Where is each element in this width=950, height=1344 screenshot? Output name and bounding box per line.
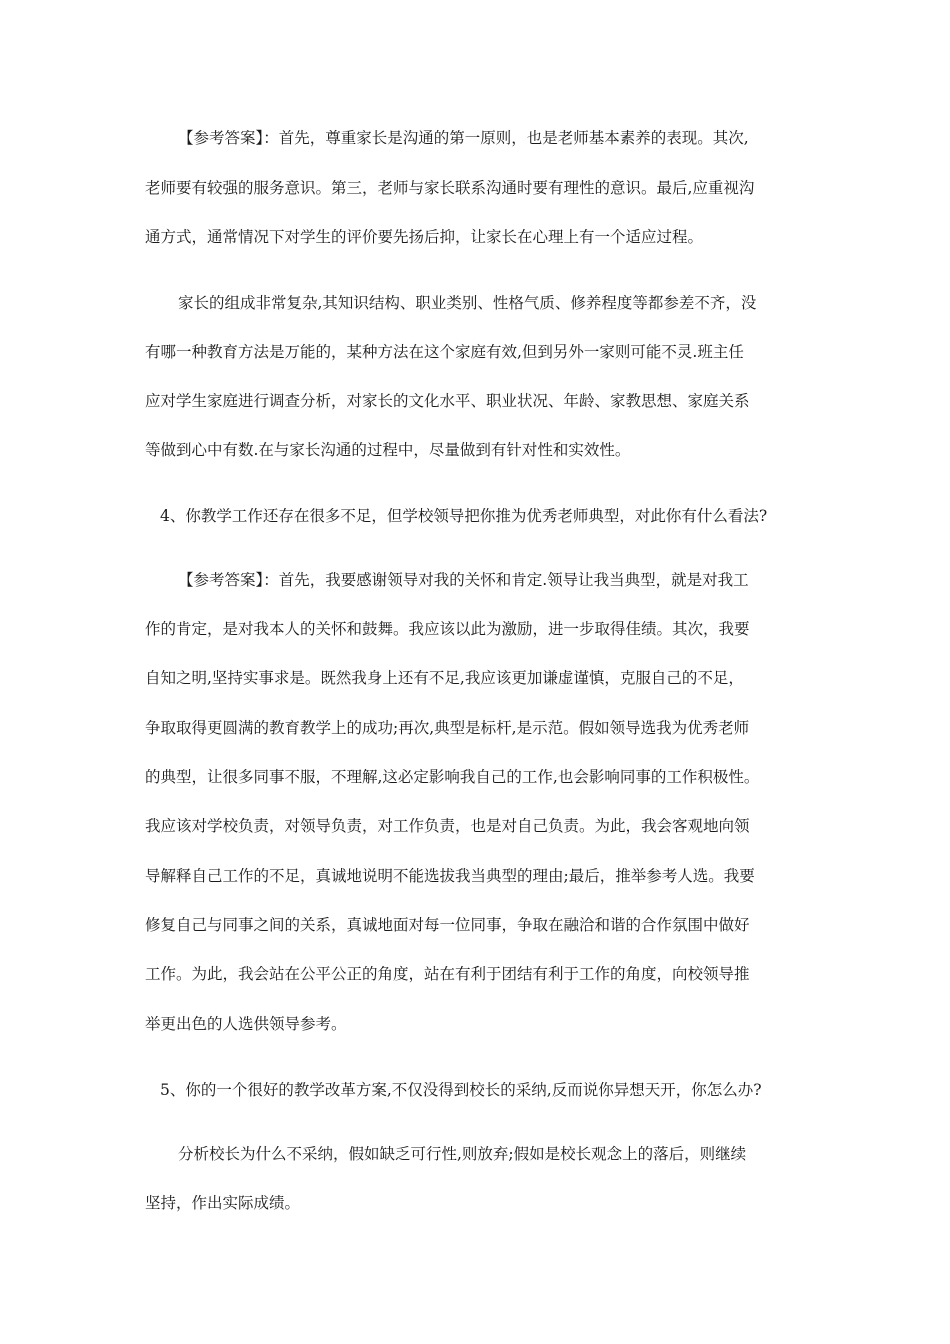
- text-line: 修复自己与同事之间的关系，真诚地面对每一位同事，争取在融洽和谐的合作氛围中做好: [145, 916, 750, 934]
- text-line: 通方式，通常情况下对学生的评价要先扬后抑，让家长在心理上有一个适应过程。: [145, 228, 704, 246]
- text-line: 有哪一种教育方法是万能的，某种方法在这个家庭有效,但到另外一家则可能不灵.班主任: [145, 343, 744, 361]
- text-line: 举更出色的人选供领导参考。: [145, 1015, 347, 1033]
- question-line: 4、你教学工作还存在很多不足，但学校领导把你推为优秀老师典型，对此你有什么看法?: [160, 507, 768, 525]
- text-line: 【参考答案】：首先，尊重家长是沟通的第一原则，也是老师基本素养的表现。其次,: [178, 129, 749, 147]
- text-line: 导解释自己工作的不足，真诚地说明不能选拔我当典型的理由;最后，推举参考人选。我要: [145, 867, 755, 885]
- text-line: 分析校长为什么不采纳，假如缺乏可行性,则放弃;假如是校长观念上的落后，则继续: [178, 1145, 747, 1163]
- text-line: 应对学生家庭进行调查分析，对家长的文化水平、职业状况、年龄、家教思想、家庭关系: [145, 392, 750, 410]
- text-line: 的典型，让很多同事不服，不理解,这必定影响我自己的工作,也会影响同事的工作积极性。: [145, 768, 760, 786]
- text-line: 等做到心中有数.在与家长沟通的过程中，尽量做到有针对性和实效性。: [145, 441, 631, 459]
- text-line: 我应该对学校负责，对领导负责，对工作负责，也是对自己负责。为此，我会客观地向领: [145, 817, 750, 835]
- text-line: 争取取得更圆满的教育教学上的成功;再次,典型是标杆,是示范。假如领导选我为优秀老师: [145, 719, 750, 737]
- text-line: 工作。为此，我会站在公平公正的角度，站在有利于团结有利于工作的角度，向校领导推: [145, 965, 750, 983]
- text-line: 坚持，作出实际成绩。: [145, 1194, 301, 1212]
- text-line: 【参考答案】：首先，我要感谢领导对我的关怀和肯定.领导让我当典型，就是对我工: [178, 571, 749, 589]
- text-line: 自知之明,坚持实事求是。既然我身上还有不足,我应该更加谦虚谨慎，克服自己的不足，: [145, 669, 744, 687]
- question-line: 5、你的一个很好的教学改革方案,不仅没得到校长的采纳,反而说你异想天开，你怎么办?: [160, 1081, 762, 1099]
- text-line: 家长的组成非常复杂,其知识结构、职业类别、性格气质、修养程度等都参差不齐，没: [178, 294, 757, 312]
- text-line: 老师要有较强的服务意识。第三，老师与家长联系沟通时要有理性的意识。最后,应重视沟: [145, 179, 755, 197]
- text-line: 作的肯定，是对我本人的关怀和鼓舞。我应该以此为激励，进一步取得佳绩。其次，我要: [145, 620, 750, 638]
